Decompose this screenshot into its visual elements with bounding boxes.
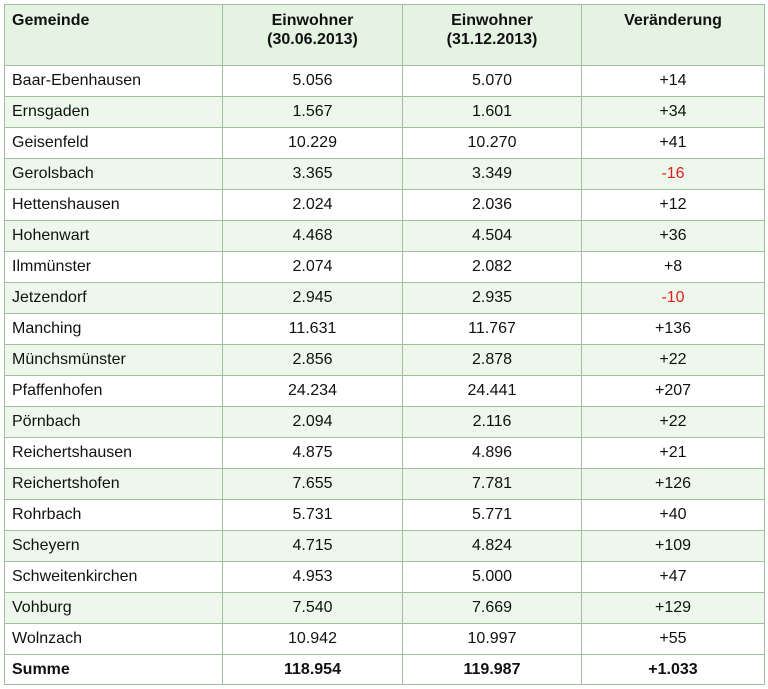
population-june: 4.875 xyxy=(223,438,403,469)
header-einwohner-december-date: (31.12.2013) xyxy=(446,31,538,48)
municipality-name: Reichertshofen xyxy=(5,469,223,500)
total-pop-december: 119.987 xyxy=(403,655,582,685)
population-change: +21 xyxy=(582,438,765,469)
population-june: 2.856 xyxy=(223,345,403,376)
population-june: 2.024 xyxy=(223,190,403,221)
total-label: Summe xyxy=(5,655,223,685)
municipality-name: Manching xyxy=(5,314,223,345)
municipality-name: Reichertshausen xyxy=(5,438,223,469)
population-december: 4.896 xyxy=(403,438,582,469)
population-table xyxy=(4,4,765,685)
population-december: 4.824 xyxy=(403,531,582,562)
population-change: +40 xyxy=(582,500,765,531)
population-june: 7.540 xyxy=(223,593,403,624)
population-december: 2.036 xyxy=(403,190,582,221)
header-gemeinde-label: Gemeinde xyxy=(12,12,90,29)
population-change: +12 xyxy=(582,190,765,221)
population-change: +34 xyxy=(582,97,765,128)
population-change: +8 xyxy=(582,252,765,283)
population-june: 4.715 xyxy=(223,531,403,562)
population-june: 11.631 xyxy=(223,314,403,345)
table-row xyxy=(5,531,765,562)
population-december: 5.000 xyxy=(403,562,582,593)
population-june: 4.953 xyxy=(223,562,403,593)
municipality-name: Jetzendorf xyxy=(5,283,223,314)
population-june: 5.056 xyxy=(223,66,403,97)
table-row xyxy=(5,624,765,655)
population-table-container xyxy=(4,4,764,685)
table-row xyxy=(5,221,765,252)
table-row xyxy=(5,562,765,593)
table-row xyxy=(5,438,765,469)
table-footer xyxy=(5,655,765,685)
table-row xyxy=(5,97,765,128)
table-header xyxy=(5,5,765,66)
header-einwohner-december xyxy=(403,5,582,66)
population-change: +22 xyxy=(582,407,765,438)
table-row xyxy=(5,345,765,376)
population-december: 2.116 xyxy=(403,407,582,438)
population-june: 4.468 xyxy=(223,221,403,252)
population-december: 2.082 xyxy=(403,252,582,283)
municipality-name: Geisenfeld xyxy=(5,128,223,159)
header-einwohner-december-label: Einwohner xyxy=(451,12,533,29)
population-december: 10.997 xyxy=(403,624,582,655)
population-change: +14 xyxy=(582,66,765,97)
municipality-name: Pörnbach xyxy=(5,407,223,438)
population-change: +207 xyxy=(582,376,765,407)
population-june: 5.731 xyxy=(223,500,403,531)
municipality-name: Baar-Ebenhausen xyxy=(5,66,223,97)
population-june: 2.945 xyxy=(223,283,403,314)
header-einwohner-june-date: (30.06.2013) xyxy=(267,31,358,48)
table-row xyxy=(5,159,765,190)
population-june: 2.094 xyxy=(223,407,403,438)
municipality-name: Vohburg xyxy=(5,593,223,624)
municipality-name: Pfaffenhofen xyxy=(5,376,223,407)
population-december: 24.441 xyxy=(403,376,582,407)
population-change: -16 xyxy=(582,159,765,190)
table-row xyxy=(5,376,765,407)
table-row xyxy=(5,500,765,531)
population-june: 3.365 xyxy=(223,159,403,190)
table-row xyxy=(5,593,765,624)
header-gemeinde xyxy=(5,5,223,66)
table-row xyxy=(5,128,765,159)
municipality-name: Wolnzach xyxy=(5,624,223,655)
population-change: +22 xyxy=(582,345,765,376)
population-change: +41 xyxy=(582,128,765,159)
table-body xyxy=(5,66,765,655)
population-december: 5.070 xyxy=(403,66,582,97)
municipality-name: Hettenshausen xyxy=(5,190,223,221)
population-december: 3.349 xyxy=(403,159,582,190)
population-change: +136 xyxy=(582,314,765,345)
population-december: 7.781 xyxy=(403,469,582,500)
population-change: +47 xyxy=(582,562,765,593)
population-december: 4.504 xyxy=(403,221,582,252)
population-december: 1.601 xyxy=(403,97,582,128)
table-row xyxy=(5,314,765,345)
municipality-name: Münchsmünster xyxy=(5,345,223,376)
population-december: 2.935 xyxy=(403,283,582,314)
header-veraenderung-label: Veränderung xyxy=(624,12,722,29)
population-change: +55 xyxy=(582,624,765,655)
total-row xyxy=(5,655,765,685)
header-veraenderung xyxy=(582,5,765,66)
total-pop-june: 118.954 xyxy=(223,655,403,685)
population-change: +126 xyxy=(582,469,765,500)
table-row xyxy=(5,283,765,314)
municipality-name: Gerolsbach xyxy=(5,159,223,190)
header-einwohner-june xyxy=(223,5,403,66)
population-december: 2.878 xyxy=(403,345,582,376)
municipality-name: Ilmmünster xyxy=(5,252,223,283)
table-row xyxy=(5,252,765,283)
population-june: 24.234 xyxy=(223,376,403,407)
municipality-name: Scheyern xyxy=(5,531,223,562)
population-change: +36 xyxy=(582,221,765,252)
municipality-name: Schweitenkirchen xyxy=(5,562,223,593)
population-december: 5.771 xyxy=(403,500,582,531)
population-change: +129 xyxy=(582,593,765,624)
municipality-name: Hohenwart xyxy=(5,221,223,252)
population-change: +109 xyxy=(582,531,765,562)
population-december: 11.767 xyxy=(403,314,582,345)
table-row xyxy=(5,469,765,500)
population-june: 10.229 xyxy=(223,128,403,159)
table-row xyxy=(5,407,765,438)
population-june: 1.567 xyxy=(223,97,403,128)
header-einwohner-june-label: Einwohner xyxy=(271,12,354,29)
population-change: -10 xyxy=(582,283,765,314)
total-change: +1.033 xyxy=(582,655,765,685)
population-december: 10.270 xyxy=(403,128,582,159)
population-june: 10.942 xyxy=(223,624,403,655)
population-june: 2.074 xyxy=(223,252,403,283)
municipality-name: Rohrbach xyxy=(5,500,223,531)
table-row xyxy=(5,66,765,97)
municipality-name: Ernsgaden xyxy=(5,97,223,128)
header-row xyxy=(5,5,765,66)
population-june: 7.655 xyxy=(223,469,403,500)
table-row xyxy=(5,190,765,221)
population-december: 7.669 xyxy=(403,593,582,624)
